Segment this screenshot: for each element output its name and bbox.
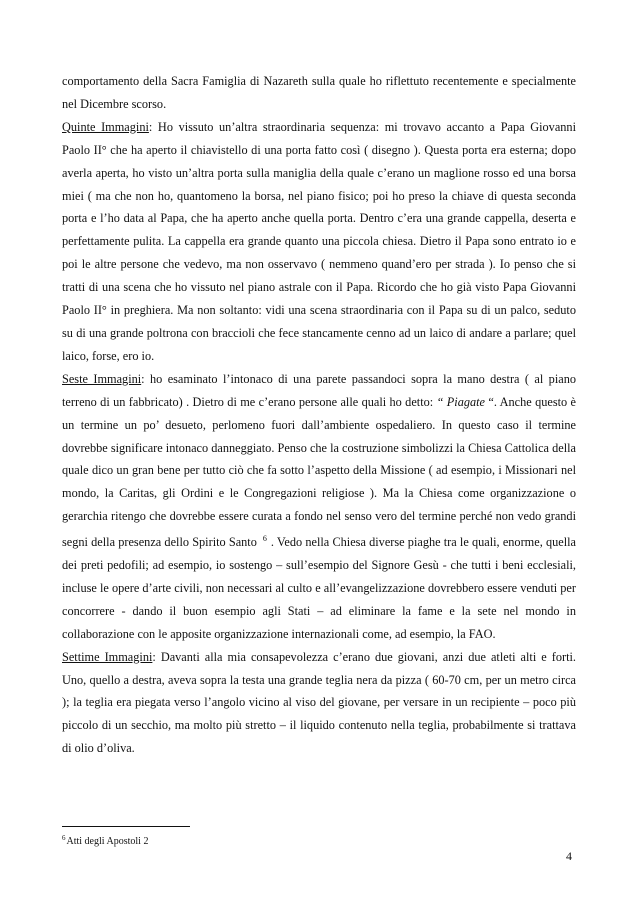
- page-number: 4: [566, 849, 572, 863]
- paragraph-text: . Vedo nella Chiesa diverse piaghe tra le quali, enorme, quella dei preti pedofili; ad esempio, io sostengo – sull’esempio del Signore Gesù - che tutti i beni ecclesiali, incluse le opere d’arte civili, non necessari al culto e all’evangelizzazione dovrebbero essere venduti per concorrere - dando il buon esempio agli Stati – ad eliminare la fame e la sete nel mondo in collaborazione con le apposite organizzazione internazionali come, ad esempio, la FAO.: [62, 535, 576, 641]
- paragraph-text: : ho esaminato l’intonaco di una parete passandoci sopra la mano destra ( al piano terreno di un fabbricato) . Dietro di me c’erano persone alle quali ho detto:: [62, 371, 576, 409]
- paragraph-text: comportamento della Sacra Famiglia di Nazareth sulla quale ho riflettuto recentemente e specialmente nel Dicembre scorso.: [62, 74, 576, 111]
- footnote-reference: 6: [262, 534, 267, 544]
- footnote-text: Atti degli Apostoli 2: [66, 836, 149, 847]
- footnote: [62, 832, 148, 848]
- quoted-word: “ Piagate: [436, 394, 489, 409]
- paragraph-text: “. Anche questo è un termine un po’ desueto, perlomeno fuori dall’ambiente ospedaliero. In questo caso il termine dovrebbe significare intonaco danneggiato. Penso che la costruzione simbolizzi la Chiesa Cattolica della quale dico un gran bene per tutto ciò che fa sotto l’aspetto della Missione ( ad esempio, i Missionari nel mondo, la Caritas, gli Ordini e le Congregazioni religiose ). Ma la Chiesa come organizzazione o gerarchia ritengo che dovrebbe essere curata a fondo nel senso vero del termine perché non vedo grandi segni della presenza dello Spirito Santo: [62, 394, 576, 550]
- section-heading: Settime Immagini: [62, 649, 153, 664]
- paragraph-settime-immagini: [62, 646, 576, 761]
- paragraph-text: : Davanti alla mia consapevolezza c’erano due giovani, anzi due atleti alti e forti. Uno, quello a destra, aveva sopra la testa una grande teglia nera da pizza ( 60-70 cm, per un metro circa ); la teglia era piegata verso l’angolo vicino al viso del giovane, per versare in un recipiente – poco più piccolo di un secchio, ma molto più stretto – il liquido contenuto nella teglia, probabilmente si trattava di olio d’oliva.: [62, 649, 576, 756]
- footnote-number: 6: [62, 834, 66, 842]
- footnote-divider: [62, 826, 190, 827]
- paragraph-text: : Ho vissuto un’altra straordinaria sequenza: mi trovavo accanto a Papa Giovanni Paolo II° che ha aperto il chiavistello di una porta fatto così ( disegno ). Questa porta era esterna; dopo averla aperta, ho visto un’altra porta sulla maniglia della quale c’erano un maglione rosso ed una borsa miei ( ma che non ho, quantomeno la borsa, nel piano fisico; poi ho preso la chiave di questa seconda porta e l’ho data al Papa, che ha aperto anche quella porta. Dentro c’era una grande cappella, deserta e perfettamente pulita. La cappella era grande quanto una piccola chiesa. Dietro il Papa sono entrato io e poi le altre persone che vedevo, ma non osservavo ( nemmeno quand’ero per strada ). Io penso che si tratti di una scena che ho vissuto nel piano astrale con il Papa. Ricordo che ho già visto Papa Giovanni Paolo II° in preghiera. Ma non soltanto: vidi una scena straordinaria con il Papa su di un palco, seduto su di una grande poltrona con braccioli che fece stancamente cenno ad un laico di andare a parlare; quel laico, forse, ero io.: [62, 119, 577, 363]
- section-heading: Seste Immagini: [62, 371, 142, 386]
- body-text: [62, 70, 576, 760]
- paragraph-seste-immagini: [62, 368, 576, 646]
- paragraph-quinte-immagini: [62, 116, 576, 368]
- paragraph-continuation: [62, 70, 576, 116]
- section-heading: Quinte Immagini: [62, 119, 149, 134]
